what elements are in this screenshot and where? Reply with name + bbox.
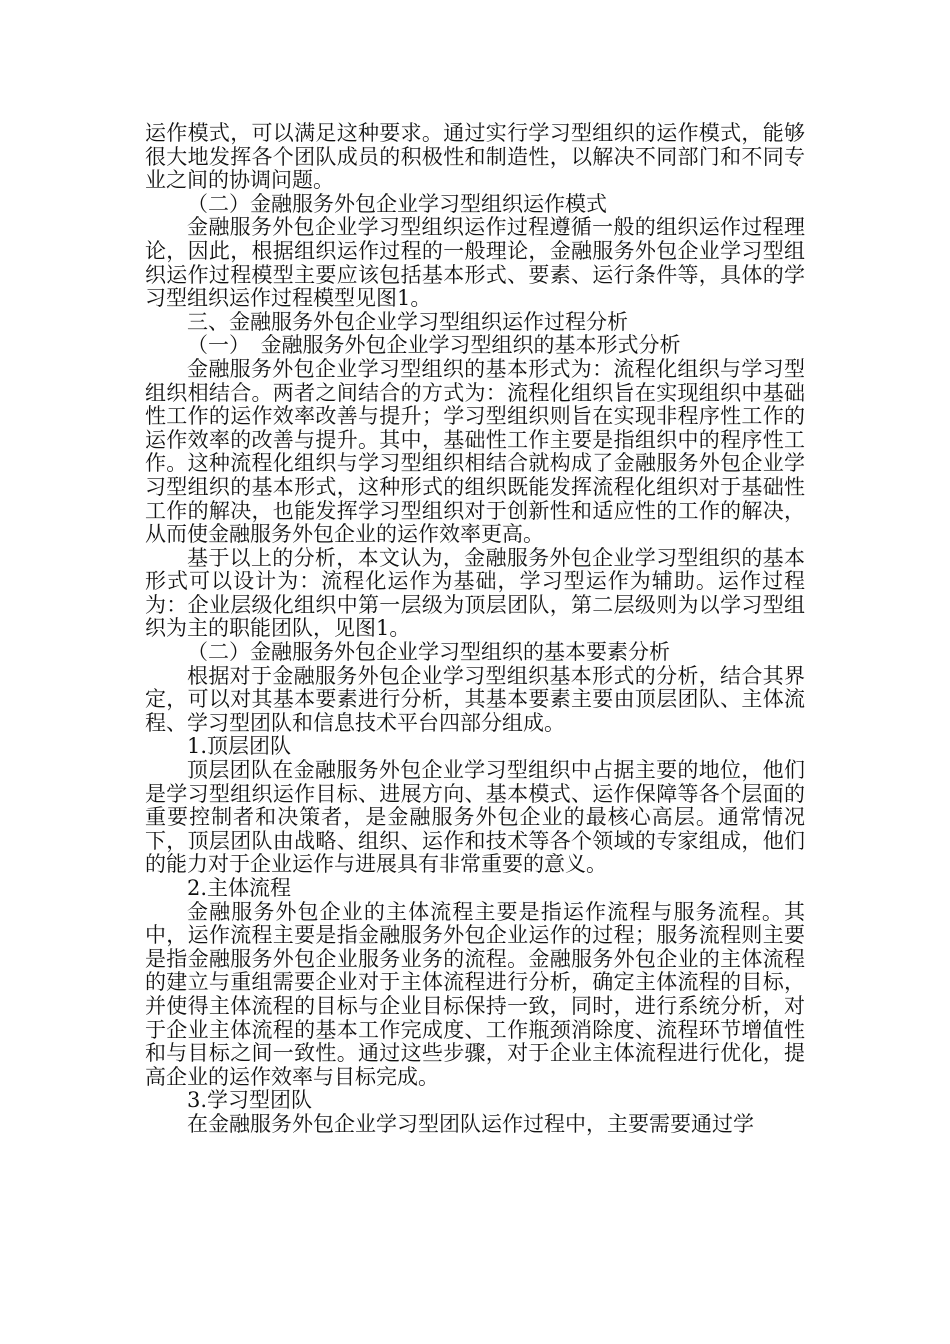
paragraph-basic-elements: 根据对于金融服务外包企业学习型组织基本形式的分析，结合其界定，可以对其基本要素进行分析，其基本要素主要由顶层团队、主体流程、学习型团队和信息技术平台四部分组成。	[145, 663, 805, 735]
paragraph-learning-team: 在金融服务外包企业学习型团队运作过程中，主要需要通过学	[187, 1111, 754, 1136]
paragraph-operation-mode: 金融服务外包企业学习型组织运作过程遵循一般的组织运作过程理论，因此，根据组织运作过程的一般理论，金融服务外包企业学习型组织运作过程模型主要应该包括基本形式、要素、运行条件等，具体的学习型组织运作过程模型见图1。	[145, 215, 805, 311]
paragraph-main-process: 金融服务外包企业的主体流程主要是指运作流程与服务流程。其中，运作流程主要是指金融服务外包企业运作的过程；服务流程则主要是指金融服务外包企业服务业务的流程。金融服务外包企业的主体流程的建立与重组需要企业对于主体流程进行分析，确定主体流程的目标，并使得主体流程的目标与企业目标保持一致，同时，进行系统分析，对于企业主体流程的基本工作完成度、工作瓶颈消除度、流程环节增值性和与目标之间一致性。通过这些步骤，对于企业主体流程进行优化，提高企业的运作效率与目标完成。	[145, 899, 805, 1089]
document-page	[145, 122, 805, 1137]
chapter-heading-process-analysis: 三、金融服务外包企业学习型组织运作过程分析	[187, 309, 628, 334]
paragraph-basic-form-design: 基于以上的分析，本文认为，金融服务外包企业学习型组织的基本形式可以设计为：流程化运作为基础，学习型运作为辅助。运作过程为：企业层级化组织中第一层级为顶层团队，第二层级则为以学习型组织为主的职能团队，见图1。	[145, 545, 805, 641]
paragraph-intro: 运作模式，可以满足这种要求。通过实行学习型组织的运作模式，能够很大地发挥各个团队成员的积极性和制造性，以解决不同部门和不同专业之间的协调问题。	[145, 121, 805, 193]
section-heading-basic-elements: （二）金融服务外包企业学习型组织的基本要素分析	[187, 640, 670, 665]
paragraph-top-team: 顶层团队在金融服务外包企业学习型组织中占据主要的地位，他们是学习型组织运作目标、进展方向、基本模式、运作保障等各个层面的重要控制者和决策者，是金融服务外包企业的最核心高层。通常情况下，顶层团队由战略、组织、运作和技术等各个领域的专家组成，他们的能力对于企业运作与进展具有非常重要的意义。	[145, 758, 805, 877]
subheading-main-process: 2.主体流程	[187, 876, 292, 900]
subheading-top-team: 1.顶层团队	[187, 734, 292, 759]
paragraph-basic-form: 金融服务外包企业学习型组织的基本形式为：流程化组织与学习型组织相结合。两者之间结合的方式为：流程化组织旨在实现组织中基础性工作的运作效率改善与提升；学习型组织则旨在实现非程序性工作的运作效率的改善与提升。其中，基础性工作主要是指组织中的程序性工作。这种流程化组织与学习型组织相结合就构成了金融服务外包企业学习型组织的基本形式，这种形式的组织既能发挥流程化组织对于基础性工作的解决，也能发挥学习型组织对于创新性和适应性的工作的解决，从而使金融服务外包企业的运作效率更高。	[145, 356, 805, 547]
subheading-learning-team: 3.学习型团队	[187, 1088, 313, 1113]
section-heading-operation-mode: （二）金融服务外包企业学习型组织运作模式	[187, 191, 607, 216]
section-heading-basic-form: （一） 金融服务外包企业学习型组织的基本形式分析	[187, 333, 681, 358]
